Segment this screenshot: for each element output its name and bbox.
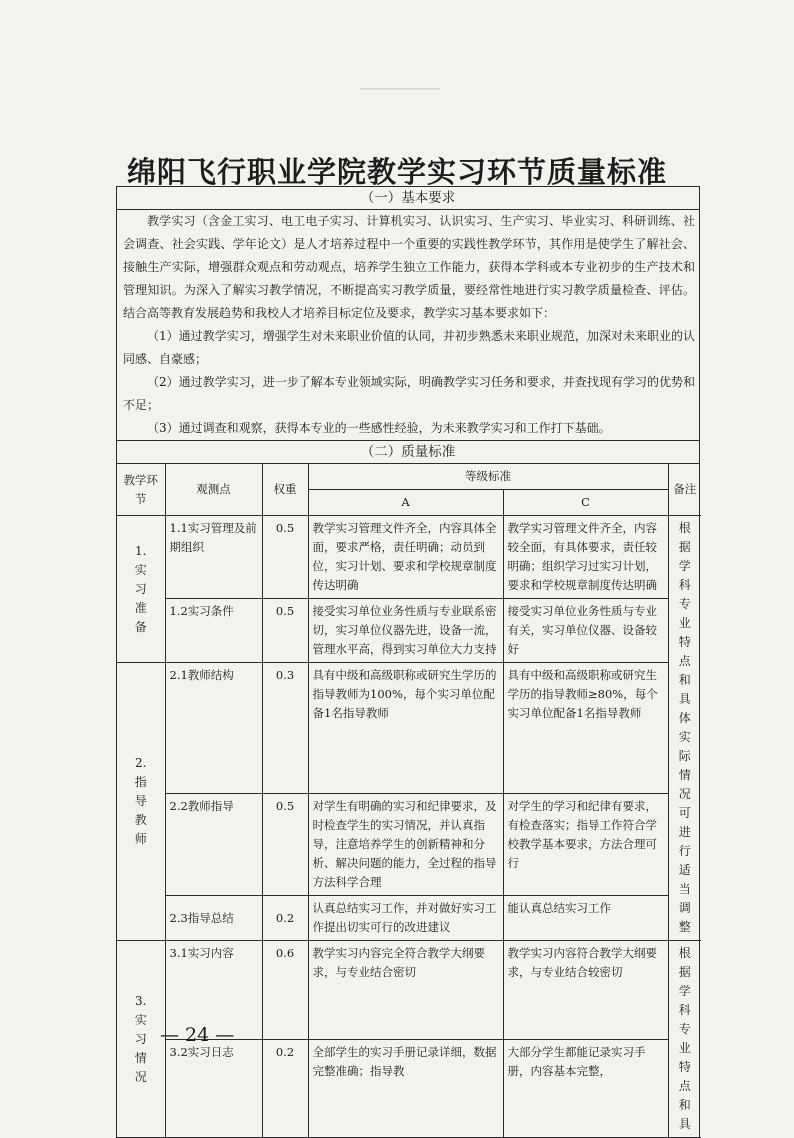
stage-cell-3: 3. 实 习 情 况 bbox=[117, 941, 165, 1138]
weight-cell: 0.5 bbox=[262, 794, 308, 896]
grade-a-cell: 教学实习管理文件齐全，内容具体全面，要求严格，责任明确；动员到位，实习计划、要求和学校规章制度传达明确 bbox=[308, 516, 503, 599]
point-cell: 2.1教师结构 bbox=[165, 663, 262, 794]
point-cell: 3.1实习内容 bbox=[165, 941, 262, 1040]
point-cell: 1.2实习条件 bbox=[165, 599, 262, 663]
weight-cell: 0.3 bbox=[262, 663, 308, 794]
point-cell: 1.1实习管理及前期组织 bbox=[165, 516, 262, 599]
requirement-2: （2）通过教学实习，进一步了解本专业领域实际，明确教学实习任务和要求，并查找现有学习的优势和不足； bbox=[123, 375, 695, 412]
grade-a-cell: 对学生有明确的实习和纪律要求，及时检查学生的实习情况，并认真指导，注意培养学生的创新精神和分析、解决问题的能力，全过程的指导方法科学合理 bbox=[308, 794, 503, 896]
table-row bbox=[117, 516, 701, 599]
grade-a-cell: 认真总结实习工作，并对做好实习工作提出切实可行的改进建议 bbox=[308, 896, 503, 941]
grade-c-cell: 教学实习管理文件齐全，内容较全面，有具体要求，责任较明确；组织学习过实习计划，要求和学校规章制度传达明确 bbox=[503, 516, 668, 599]
grade-a-cell: 教学实习内容完全符合教学大纲要求，与专业结合密切 bbox=[308, 941, 503, 1040]
intro-paragraph: 教学实习（含金工实习、电工电子实习、计算机实习、认识实习、生产实习、毕业实习、科研训练、社会调查、社会实践、学年论文）是人才培养过程中一个重要的实践性教学环节，其作用是使学生了解社会、接触生产实际，增强群众观点和劳动观点，培养学生独立工作能力，获得本学科或本专业初步的生产技术和管理知识。为深入了解实习教学情况，不断提高实习教学质量，要经常性地进行实习教学质量检查、评估。结合高等教育发展趋势和我校人才培养目标定位及要求，教学实习基本要求如下： bbox=[123, 214, 695, 320]
table-row bbox=[117, 1039, 701, 1138]
table-row bbox=[117, 663, 701, 794]
note-cell-1: 根 据 学 科 专 业 特 点 和 具 体 实 际 情 况 可 进 行 适 当 调 整 bbox=[668, 516, 701, 941]
requirement-3: （3）通过调查和观察，获得本专业的一些感性经验，为未来教学实习和工作打下基础。 bbox=[147, 421, 611, 435]
header-weight: 权重 bbox=[262, 464, 308, 516]
header-grade-c: C bbox=[503, 490, 668, 516]
section-quality-heading: （二）质量标准 bbox=[117, 441, 699, 464]
grade-c-cell: 教学实习内容符合教学大纲要求，与专业结合较密切 bbox=[503, 941, 668, 1040]
header-note: 备注 bbox=[668, 464, 701, 516]
standard-document bbox=[116, 186, 700, 1138]
header-observation-point: 观测点 bbox=[165, 464, 262, 516]
grade-a-cell: 全部学生的实习手册记录详细，数据完整准确；指导教 bbox=[308, 1039, 503, 1138]
page-number: — 24 — bbox=[160, 1024, 235, 1046]
weight-cell: 0.5 bbox=[262, 599, 308, 663]
table-row bbox=[117, 896, 701, 941]
grade-a-cell: 接受实习单位业务性质与专业联系密切，实习单位仪器先进，设备一流，管理水平高，得到实习单位大力支持 bbox=[308, 599, 503, 663]
header-grade-a: A bbox=[308, 490, 503, 516]
grade-c-cell: 对学生的学习和纪律有要求，有检查落实；指导工作符合学校教学基本要求，方法合理可行 bbox=[503, 794, 668, 896]
header-grade-standard: 等级标准 bbox=[308, 464, 668, 490]
point-cell: 3.2实习日志 bbox=[165, 1039, 262, 1138]
requirement-1: （1）通过教学实习，增强学生对未来职业价值的认同，并初步熟悉未来职业规范，加深对未来职业的认同感、自豪感； bbox=[123, 329, 695, 366]
weight-cell: 0.6 bbox=[262, 941, 308, 1040]
table-header-row bbox=[117, 464, 701, 490]
weight-cell: 0.2 bbox=[262, 896, 308, 941]
stage-cell-1: 1. 实 习 准 备 bbox=[117, 516, 165, 663]
section-basic-heading: （一）基本要求 bbox=[117, 187, 699, 210]
grade-c-cell: 大部分学生都能记录实习手册，内容基本完整， bbox=[503, 1039, 668, 1138]
grade-c-cell: 具有中级和高级职称或研究生学历的指导教师≥80%，每个实习单位配备1名指导教师 bbox=[503, 663, 668, 794]
stage-cell-2: 2. 指 导 教 师 bbox=[117, 663, 165, 941]
weight-cell: 0.2 bbox=[262, 1039, 308, 1138]
page-title: 绵阳飞行职业学院教学实习环节质量标准 bbox=[126, 155, 667, 189]
note-cell-2: 根 据 学 科 专 业 特 点 和 具 bbox=[668, 941, 701, 1138]
section-basic-content bbox=[117, 210, 699, 441]
header-stage: 教学环节 bbox=[117, 464, 165, 516]
point-cell: 2.3指导总结 bbox=[165, 896, 262, 941]
weight-cell: 0.5 bbox=[262, 516, 308, 599]
grade-c-cell: 能认真总结实习工作 bbox=[503, 896, 668, 941]
table-row bbox=[117, 794, 701, 896]
header-rule bbox=[360, 88, 440, 90]
grade-c-cell: 接受实习单位业务性质与专业有关，实习单位仪器、设备较好 bbox=[503, 599, 668, 663]
grade-a-cell: 具有中级和高级职称或研究生学历的指导教师为100%，每个实习单位配备1名指导教师 bbox=[308, 663, 503, 794]
point-cell: 2.2教师指导 bbox=[165, 794, 262, 896]
table-row bbox=[117, 599, 701, 663]
